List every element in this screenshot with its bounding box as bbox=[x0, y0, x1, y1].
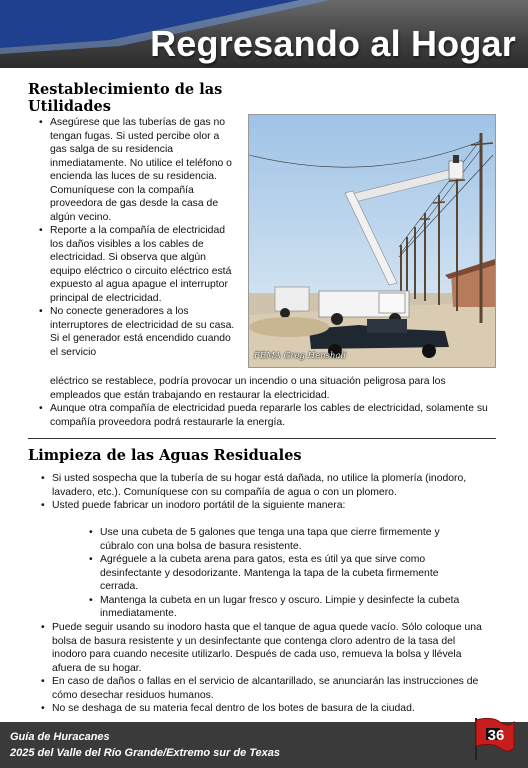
page-header bbox=[0, 0, 528, 68]
footer-guide-subtitle: 2025 del Valle del Río Grande/Extremo sur de Texas bbox=[10, 747, 281, 759]
footer-guide-title: Guía de Huracanes bbox=[10, 731, 110, 743]
list-item: • No se deshaga de su materia fecal dentro de los botes de basura de la ciudad. bbox=[40, 702, 492, 716]
page-number: 36 bbox=[487, 727, 505, 744]
list-item: • En caso de daños o fallas en el servicio de alcantarillado, se anunciarán las instrucciones de cómo desechar residuos humanos. bbox=[40, 675, 492, 702]
wastewater-bullet-list-2 bbox=[40, 621, 492, 716]
list-item: • Puede seguir usando su inodoro hasta que el tanque de agua quede vacío. Sólo coloque una bolsa de basura resistente y un desinfectante que contenga cloro adentro de la tasa del inodoro para cuando necesite utilizarlo. Después de cada uso, remueva la bolsa y llévela afuera de su hogar. bbox=[40, 621, 492, 675]
utilities-bullet-list bbox=[38, 116, 238, 359]
portable-toilet-steps-list bbox=[88, 526, 476, 621]
page-title: Regresando al Hogar bbox=[150, 23, 516, 64]
list-item: • Agréguele a la cubeta arena para gatos, esta es útil ya que sirve como desinfectante y desodorizante. Mantenga la tapa de la cubeta firmemente cerrada. bbox=[88, 553, 476, 594]
wastewater-bullet-list bbox=[40, 472, 492, 513]
list-item-continuation: eléctrico se restablece, podría provocar un incendio o una situación peligrosa para los empleados que están trabajando en restaurar la electricidad. bbox=[50, 376, 446, 401]
utilities-bullet-list-wide bbox=[38, 402, 496, 429]
list-item: • Si usted sospecha que la tubería de su hogar está dañada, no utilice la plomería (inodoro, lavadero, etc.). Comuníquese con su compañía de agua o con un plomero. bbox=[40, 472, 492, 499]
section-heading-wastewater: Limpieza de las Aguas Residuales bbox=[28, 447, 302, 464]
section-heading-utilities: Restablecimiento de las Utilidades bbox=[28, 81, 223, 115]
section-divider bbox=[28, 438, 496, 439]
bucket-truck-illustration bbox=[249, 115, 495, 367]
list-item: • Asegúrese que las tuberías de gas no tengan fugas. Si usted percibe olor a gas salga de su residencia inmediatamente. No utilice el teléfono o encienda las luces de su residencia. Comuníquese con la compañía proveedora de gas desde la casa de algún vecino. bbox=[38, 116, 238, 224]
list-item: • Mantenga la cubeta en un lugar fresco y oscuro. Limpie y desinfecte la cubeta inmediatamente. bbox=[88, 594, 476, 621]
list-item: • No conecte generadores a los interruptores de electricidad de su casa. Si el generador está encendido cuando el servicio bbox=[38, 305, 238, 359]
list-item: • Use una cubeta de 5 galones que tenga una tapa que cierre firmemente y cúbralo con una bolsa de basura resistente. bbox=[88, 526, 476, 553]
list-item: • Reporte a la compañía de electricidad los daños visibles a los cables de electricidad. Si observa que algún equipo eléctrico o circuito eléctrico está expuesto al agua apague el interruptor principal de electricidad. bbox=[38, 224, 238, 305]
photo-credit: FEMA Greg Henshall bbox=[254, 351, 346, 361]
list-item: • Aunque otra compañía de electricidad pueda repararle los cables de electricidad, solamente su compañía proveedora podrá restaurarle la energía. bbox=[38, 402, 496, 429]
page-footer bbox=[0, 722, 528, 768]
list-item: • Usted puede fabricar un inodoro portátil de la siguiente manera: bbox=[40, 499, 492, 513]
utility-workers-photo bbox=[248, 114, 496, 368]
